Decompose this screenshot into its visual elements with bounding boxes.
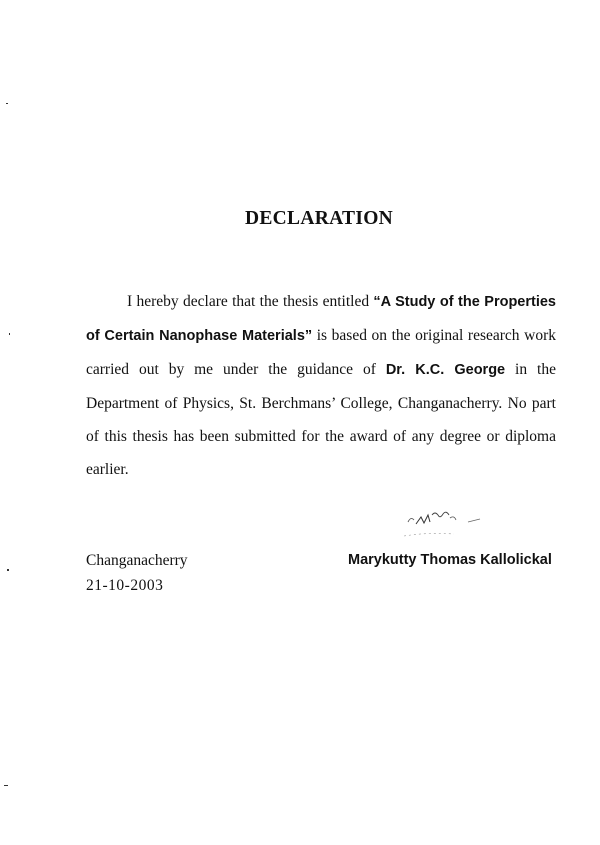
paragraph-middle: is based on the original research work carried out by me under the guidance of [86, 327, 556, 378]
paragraph-closing: in the Department of Physics, St. Berchmans’ College, Changanacherry. No part of this thesis has been submitted for the award of any degree or diploma earlier. [86, 361, 556, 478]
signature-image [398, 498, 498, 542]
place-label: Changanacherry [86, 552, 188, 569]
scan-speck [4, 785, 8, 786]
guide-name: Dr. K.C. George [385, 362, 506, 378]
declaration-paragraph [86, 285, 556, 486]
scan-speck [9, 333, 10, 335]
scan-speck [7, 569, 9, 571]
scan-speck [6, 103, 8, 104]
thesis-title: “A Study of the Properties of Certain Nanophase Materials” [86, 294, 556, 344]
author-name: Marykutty Thomas Kallolickal [348, 552, 552, 568]
page-title: DECLARATION [244, 208, 394, 229]
date-label: 21-10-2003 [86, 577, 164, 594]
paragraph-intro: I hereby declare that the thesis entitled [127, 293, 374, 310]
